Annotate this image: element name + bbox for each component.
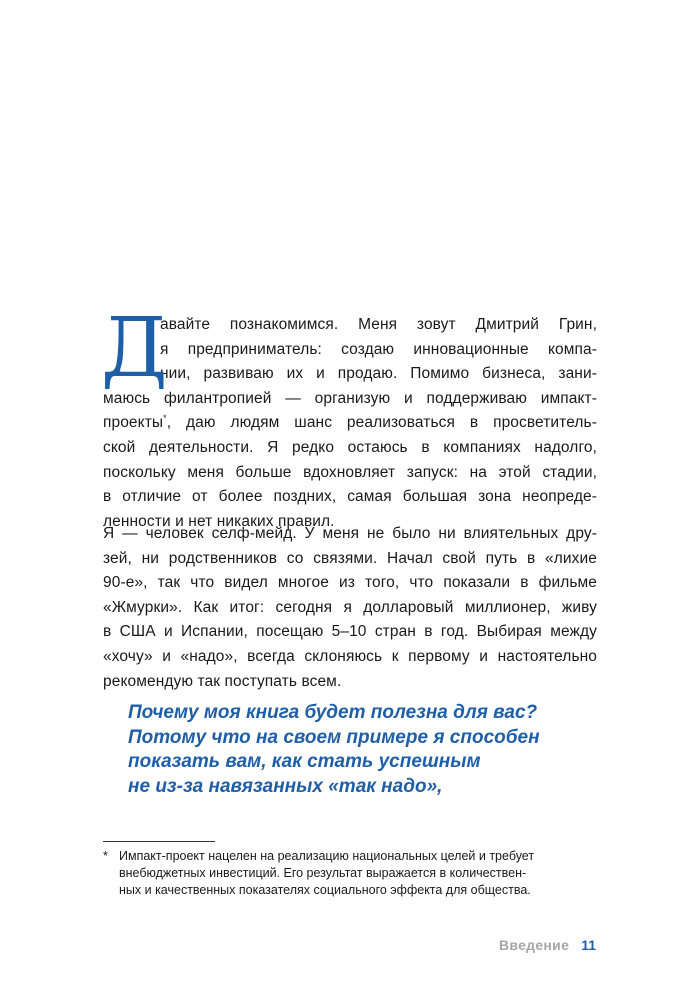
line-end: , даю людям шанс реализоваться в просветитель- [166,414,597,432]
footnote-line: ных и качественных показателях социального эффекта для общества. [119,883,531,897]
paragraph-line: «хочу» и «надо», всегда склоняюсь к первому и настоятельно [103,647,597,665]
paragraph-line: ленности и нет никаких правил. [103,512,335,530]
quote-line: Почему моя книга будет полезна для вас? [128,702,538,723]
footnote-line: внебюджетных инвестиций. Его результат выражается в количествен- [119,866,527,880]
page-number: 11 [581,937,596,953]
paragraph-line: ской деятельности. Я редко остаюсь в компаниях надолго, [103,438,597,456]
footnote-line: Импакт-проект нацелен на реализацию национальных целей и требует [119,849,535,863]
footnote-divider [103,841,215,842]
quote-line: показать вам, как стать успешным [128,751,481,772]
quote-line: Потому что на своем примере я способен [128,726,540,748]
paragraph-line: в США и Испании, посещаю 5–10 стран в год. Выбирая между [103,623,597,641]
line-start: проекты [103,414,164,432]
second-paragraph [103,522,597,694]
paragraph-line: рекомендую так поступать всем. [103,672,342,690]
quote-line: не из-за навязанных «так надо», [128,775,443,797]
footnote-star: * [103,849,108,863]
paragraph-line: авайте познакомимся. Меня зовут Дмитрий Грин, [160,316,597,333]
paragraph-line: зей, ни родственников со связями. Начал свой путь в «лихие [103,549,597,567]
paragraph-line: нии, развиваю их и продаю. Помимо бизнеса, зани- [160,365,597,383]
page-footer [499,936,596,954]
paragraph-line: «Жмурки». Как итог: сегодня я долларовый миллионер, живу [103,598,597,616]
paragraph-line: я предприниматель: создаю инновационные компа- [160,340,597,358]
intro-paragraph [101,301,597,534]
paragraph-line: 90-е», так что видел многое из того, что показали в фильме [103,574,597,592]
paragraph-line: маюсь филантропией — организую и поддерживаю импакт- [103,389,597,407]
pull-quote [128,701,588,799]
footnote-marker: * [163,413,167,424]
paragraph-line: Я — человек селф-мейд. У меня не было ни влиятельных дру- [103,525,597,542]
section-title: Введение [498,937,570,953]
paragraph-line: поскольку меня больше вдохновляет запуск: на этой стадии, [103,463,597,481]
drop-cap: Д [101,301,168,396]
paragraph-line [103,411,597,436]
paragraph-line: в отличие от более поздних, самая большая зона неопреде- [103,488,597,506]
footnote [103,848,597,899]
